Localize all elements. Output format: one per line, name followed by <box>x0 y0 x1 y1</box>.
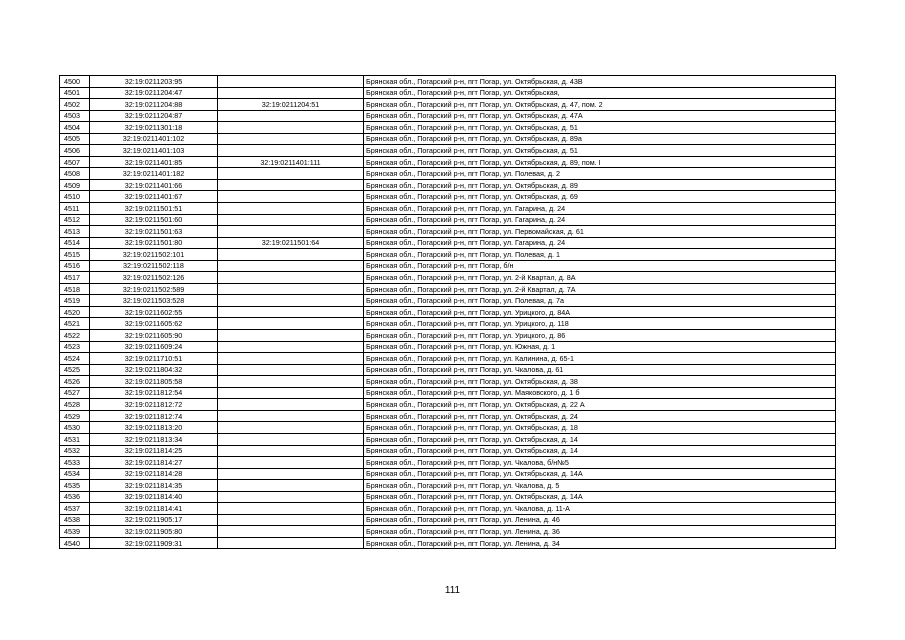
cadastral-number-cell: 32:19:0211814:25 <box>90 445 218 457</box>
row-number-cell: 4518 <box>60 283 90 295</box>
cadastral-number-cell: 32:19:0211204:87 <box>90 110 218 122</box>
cadastral-number-cell: 32:19:0211501:80 <box>90 237 218 249</box>
table-row <box>60 376 836 388</box>
table-row <box>60 468 836 480</box>
previous-number-cell <box>218 433 364 445</box>
row-number-cell: 4503 <box>60 110 90 122</box>
table-row <box>60 364 836 376</box>
row-number-cell: 4505 <box>60 133 90 145</box>
table-row <box>60 168 836 180</box>
page-number: 111 <box>444 585 461 596</box>
cadastral-number-cell: 32:19:0211814:28 <box>90 468 218 480</box>
address-cell: Брянская обл., Погарский р-н, пгт Погар, ул. Маяковского, д. 1 б <box>364 387 836 399</box>
row-number-cell: 4514 <box>60 237 90 249</box>
cadastral-number-cell: 32:19:0211502:118 <box>90 260 218 272</box>
address-cell: Брянская обл., Погарский р-н, пгт Погар, ул. Октябрьская, д. 14А <box>364 491 836 503</box>
cadastral-number-cell: 32:19:0211805:58 <box>90 376 218 388</box>
cadastral-number-cell: 32:19:0211804:32 <box>90 364 218 376</box>
row-number-cell: 4517 <box>60 272 90 284</box>
address-cell: Брянская обл., Погарский р-н, пгт Погар, ул. Октябрьская, <box>364 87 836 99</box>
table-row <box>60 179 836 191</box>
address-cell: Брянская обл., Погарский р-н, пгт Погар, ул. Октябрьская, д. 51 <box>364 145 836 157</box>
address-cell: Брянская обл., Погарский р-н, пгт Погар, ул. Октябрьская, д. 18 <box>364 422 836 434</box>
cadastral-number-cell: 32:19:0211502:126 <box>90 272 218 284</box>
row-number-cell: 4539 <box>60 526 90 538</box>
previous-number-cell <box>218 203 364 215</box>
previous-number-cell: 32:19:0211401:111 <box>218 156 364 168</box>
previous-number-cell <box>218 445 364 457</box>
previous-number-cell <box>218 283 364 295</box>
cadastral-number-cell: 32:19:0211609:24 <box>90 341 218 353</box>
table-row <box>60 480 836 492</box>
address-cell: Брянская обл., Погарский р-н, пгт Погар, ул. Гагарина, д. 24 <box>364 203 836 215</box>
row-number-cell: 4527 <box>60 387 90 399</box>
row-number-cell: 4522 <box>60 330 90 342</box>
row-number-cell: 4515 <box>60 249 90 261</box>
table-row <box>60 514 836 526</box>
table-row <box>60 433 836 445</box>
address-cell: Брянская обл., Погарский р-н, пгт Погар, ул. Ленина, д. 34 <box>364 537 836 549</box>
previous-number-cell <box>218 330 364 342</box>
address-cell: Брянская обл., Погарский р-н, пгт Погар, ул. Октябрьская, д. 89а <box>364 133 836 145</box>
row-number-cell: 4506 <box>60 145 90 157</box>
cadastral-number-cell: 32:19:0211501:51 <box>90 203 218 215</box>
address-cell: Брянская обл., Погарский р-н, пгт Погар, ул. Октябрьская, д. 47А <box>364 110 836 122</box>
previous-number-cell <box>218 491 364 503</box>
previous-number-cell <box>218 526 364 538</box>
previous-number-cell <box>218 133 364 145</box>
table-row <box>60 537 836 549</box>
previous-number-cell <box>218 422 364 434</box>
cadastral-number-cell: 32:19:0211502:589 <box>90 283 218 295</box>
table-row <box>60 99 836 111</box>
address-cell: Брянская обл., Погарский р-н, пгт Погар, ул. Октябрьская, д. 14 <box>364 433 836 445</box>
row-number-cell: 4508 <box>60 168 90 180</box>
previous-number-cell <box>218 364 364 376</box>
address-cell: Брянская обл., Погарский р-н, пгт Погар, ул. Полевая, д. 2 <box>364 168 836 180</box>
row-number-cell: 4520 <box>60 306 90 318</box>
table-row <box>60 353 836 365</box>
row-number-cell: 4513 <box>60 226 90 238</box>
table-row <box>60 330 836 342</box>
row-number-cell: 4504 <box>60 122 90 134</box>
previous-number-cell <box>218 318 364 330</box>
previous-number-cell <box>218 480 364 492</box>
row-number-cell: 4531 <box>60 433 90 445</box>
table-row <box>60 156 836 168</box>
cadastral-number-cell: 32:19:0211812:54 <box>90 387 218 399</box>
address-cell: Брянская обл., Погарский р-н, пгт Погар, ул. Урицкого, д. 118 <box>364 318 836 330</box>
previous-number-cell <box>218 87 364 99</box>
row-number-cell: 4500 <box>60 76 90 88</box>
previous-number-cell <box>218 260 364 272</box>
row-number-cell: 4512 <box>60 214 90 226</box>
table-row <box>60 526 836 538</box>
cadastral-number-cell: 32:19:0211401:102 <box>90 133 218 145</box>
cadastral-number-cell: 32:19:0211814:35 <box>90 480 218 492</box>
table-row <box>60 387 836 399</box>
address-cell: Брянская обл., Погарский р-н, пгт Погар, ул. Чкалова, д. 61 <box>364 364 836 376</box>
address-cell: Брянская обл., Погарский р-н, пгт Погар, ул. Южная, д. 1 <box>364 341 836 353</box>
row-number-cell: 4526 <box>60 376 90 388</box>
previous-number-cell <box>218 353 364 365</box>
table-row <box>60 445 836 457</box>
cadastral-number-cell: 32:19:0211813:34 <box>90 433 218 445</box>
cadastral-number-cell: 32:19:0211905:17 <box>90 514 218 526</box>
address-cell: Брянская обл., Погарский р-н, пгт Погар, ул. Октябрьская, д. 14 <box>364 445 836 457</box>
table-row <box>60 503 836 515</box>
previous-number-cell <box>218 503 364 515</box>
row-number-cell: 4501 <box>60 87 90 99</box>
table-row <box>60 145 836 157</box>
cadastral-number-cell: 32:19:0211401:85 <box>90 156 218 168</box>
row-number-cell: 4511 <box>60 203 90 215</box>
cadastral-number-cell: 32:19:0211204:47 <box>90 87 218 99</box>
table-row <box>60 76 836 88</box>
cadastral-number-cell: 32:19:0211909:31 <box>90 537 218 549</box>
row-number-cell: 4535 <box>60 480 90 492</box>
row-number-cell: 4537 <box>60 503 90 515</box>
table-row <box>60 133 836 145</box>
table-body <box>60 76 836 549</box>
row-number-cell: 4536 <box>60 491 90 503</box>
row-number-cell: 4528 <box>60 399 90 411</box>
table-row <box>60 226 836 238</box>
address-cell: Брянская обл., Погарский р-н, пгт Погар, ул. Гагарина, д. 24 <box>364 214 836 226</box>
row-number-cell: 4530 <box>60 422 90 434</box>
previous-number-cell <box>218 191 364 203</box>
table-row <box>60 203 836 215</box>
previous-number-cell <box>218 295 364 307</box>
row-number-cell: 4521 <box>60 318 90 330</box>
address-cell: Брянская обл., Погарский р-н, пгт Погар, ул. Калинина, д. 65-1 <box>364 353 836 365</box>
row-number-cell: 4519 <box>60 295 90 307</box>
previous-number-cell <box>218 387 364 399</box>
previous-number-cell <box>218 214 364 226</box>
cadastral-number-cell: 32:19:0211814:41 <box>90 503 218 515</box>
cadastral-number-cell: 32:19:0211401:67 <box>90 191 218 203</box>
table-row <box>60 457 836 469</box>
row-number-cell: 4533 <box>60 457 90 469</box>
previous-number-cell <box>218 168 364 180</box>
address-cell: Брянская обл., Погарский р-н, пгт Погар, ул. Октябрьская, д. 47, пом. 2 <box>364 99 836 111</box>
previous-number-cell <box>218 110 364 122</box>
address-cell: Брянская обл., Погарский р-н, пгт Погар, ул. Полевая, д. 1 <box>364 249 836 261</box>
row-number-cell: 4523 <box>60 341 90 353</box>
table-row <box>60 491 836 503</box>
cadastral-number-cell: 32:19:0211203:95 <box>90 76 218 88</box>
table-row <box>60 422 836 434</box>
address-cell: Брянская обл., Погарский р-н, пгт Погар, ул. Октябрьская, д. 89, пом. I <box>364 156 836 168</box>
address-cell: Брянская обл., Погарский р-н, пгт Погар, ул. Чкалова, д. 11-А <box>364 503 836 515</box>
previous-number-cell <box>218 76 364 88</box>
table-row <box>60 260 836 272</box>
table-row <box>60 122 836 134</box>
cadastral-number-cell: 32:19:0211710:51 <box>90 353 218 365</box>
row-number-cell: 4540 <box>60 537 90 549</box>
address-cell: Брянская обл., Погарский р-н, пгт Погар, ул. Октябрьская, д. 43В <box>364 76 836 88</box>
row-number-cell: 4510 <box>60 191 90 203</box>
previous-number-cell <box>218 272 364 284</box>
previous-number-cell <box>218 145 364 157</box>
row-number-cell: 4529 <box>60 410 90 422</box>
row-number-cell: 4516 <box>60 260 90 272</box>
cadastral-number-cell: 32:19:0211814:27 <box>90 457 218 469</box>
previous-number-cell <box>218 399 364 411</box>
address-cell: Брянская обл., Погарский р-н, пгт Погар, ул. Октябрьская, д. 22 А <box>364 399 836 411</box>
address-cell: Брянская обл., Погарский р-н, пгт Погар, ул. Октябрьская, д. 14А <box>364 468 836 480</box>
cadastral-number-cell: 32:19:0211812:72 <box>90 399 218 411</box>
cadastral-number-cell: 32:19:0211401:66 <box>90 179 218 191</box>
cadastral-number-cell: 32:19:0211814:40 <box>90 491 218 503</box>
cadastral-number-cell: 32:19:0211605:62 <box>90 318 218 330</box>
previous-number-cell <box>218 410 364 422</box>
table-row <box>60 191 836 203</box>
row-number-cell: 4525 <box>60 364 90 376</box>
previous-number-cell <box>218 306 364 318</box>
cadastral-number-cell: 32:19:0211501:63 <box>90 226 218 238</box>
cadastral-number-cell: 32:19:0211905:80 <box>90 526 218 538</box>
address-cell: Брянская обл., Погарский р-н, пгт Погар, ул. Полевая, д. 7а <box>364 295 836 307</box>
previous-number-cell <box>218 537 364 549</box>
table-row <box>60 410 836 422</box>
previous-number-cell <box>218 226 364 238</box>
row-number-cell: 4502 <box>60 99 90 111</box>
address-cell: Брянская обл., Погарский р-н, пгт Погар, ул. Чкалова, д. 5 <box>364 480 836 492</box>
address-cell: Брянская обл., Погарский р-н, пгт Погар, ул. Гагарина, д. 24 <box>364 237 836 249</box>
cadastral-number-cell: 32:19:0211503:528 <box>90 295 218 307</box>
previous-number-cell <box>218 341 364 353</box>
previous-number-cell <box>218 376 364 388</box>
address-cell: Брянская обл., Погарский р-н, пгт Погар, ул. Октябрьская, д. 51 <box>364 122 836 134</box>
cadastral-number-cell: 32:19:0211301:18 <box>90 122 218 134</box>
cadastral-number-cell: 32:19:0211401:103 <box>90 145 218 157</box>
table-row <box>60 237 836 249</box>
address-cell: Брянская обл., Погарский р-н, пгт Погар, ул. Ленина, д. 36 <box>364 526 836 538</box>
previous-number-cell: 32:19:0211501:64 <box>218 237 364 249</box>
address-cell: Брянская обл., Погарский р-н, пгт Погар, ул. Октябрьская, д. 38 <box>364 376 836 388</box>
address-cell: Брянская обл., Погарский р-н, пгт Погар, ул. Первомайская, д. 61 <box>364 226 836 238</box>
previous-number-cell <box>218 468 364 480</box>
address-cell: Брянская обл., Погарский р-н, пгт Погар, ул. Ленина, д. 46 <box>364 514 836 526</box>
table-row <box>60 318 836 330</box>
table-row <box>60 283 836 295</box>
previous-number-cell <box>218 457 364 469</box>
previous-number-cell <box>218 514 364 526</box>
table-row <box>60 110 836 122</box>
table-row <box>60 399 836 411</box>
address-cell: Брянская обл., Погарский р-н, пгт Погар, ул. Октябрьская, д. 69 <box>364 191 836 203</box>
address-cell: Брянская обл., Погарский р-н, пгт Погар, ул. 2-й Квартал, д. 8А <box>364 272 836 284</box>
cadastral-number-cell: 32:19:0211401:182 <box>90 168 218 180</box>
address-cell: Брянская обл., Погарский р-н, пгт Погар, ул. Урицкого, д. 84А <box>364 306 836 318</box>
cadastral-number-cell: 32:19:0211605:90 <box>90 330 218 342</box>
address-cell: Брянская обл., Погарский р-н, пгт Погар, ул. Октябрьская, д. 89 <box>364 179 836 191</box>
address-cell: Брянская обл., Погарский р-н, пгт Погар, ул. Чкалова, б/н№5 <box>364 457 836 469</box>
table-row <box>60 295 836 307</box>
cadastral-register-table <box>59 75 836 549</box>
table-row <box>60 87 836 99</box>
row-number-cell: 4507 <box>60 156 90 168</box>
previous-number-cell: 32:19:0211204:51 <box>218 99 364 111</box>
table-row <box>60 249 836 261</box>
table-row <box>60 306 836 318</box>
cadastral-number-cell: 32:19:0211602:55 <box>90 306 218 318</box>
previous-number-cell <box>218 122 364 134</box>
cadastral-number-cell: 32:19:0211501:60 <box>90 214 218 226</box>
cadastral-number-cell: 32:19:0211812:74 <box>90 410 218 422</box>
row-number-cell: 4532 <box>60 445 90 457</box>
row-number-cell: 4534 <box>60 468 90 480</box>
address-cell: Брянская обл., Погарский р-н, пгт Погар, ул. Октябрьская, д. 24 <box>364 410 836 422</box>
row-number-cell: 4524 <box>60 353 90 365</box>
cadastral-number-cell: 32:19:0211204:88 <box>90 99 218 111</box>
row-number-cell: 4538 <box>60 514 90 526</box>
table-row <box>60 341 836 353</box>
address-cell: Брянская обл., Погарский р-н, пгт Погар, ул. 2-й Квартал, д. 7А <box>364 283 836 295</box>
previous-number-cell <box>218 179 364 191</box>
table-row <box>60 272 836 284</box>
cadastral-number-cell: 32:19:0211813:20 <box>90 422 218 434</box>
previous-number-cell <box>218 249 364 261</box>
address-cell: Брянская обл., Погарский р-н, пгт Погар, ул. Урицкого, д. 86 <box>364 330 836 342</box>
row-number-cell: 4509 <box>60 179 90 191</box>
address-cell: Брянская обл., Погарский р-н, пгт Погар, б/н <box>364 260 836 272</box>
cadastral-number-cell: 32:19:0211502:101 <box>90 249 218 261</box>
table-row <box>60 214 836 226</box>
